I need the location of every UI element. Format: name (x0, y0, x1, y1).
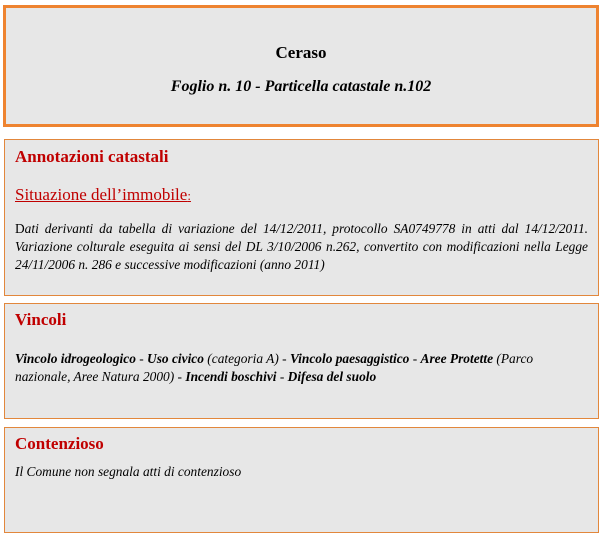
contenzioso-title: Contenzioso (15, 434, 104, 453)
header-box (3, 5, 599, 127)
annotazioni-body: ati derivanti da tabella di variazione del 14/12/2011, protocollo SA0749778 in atti dal 14/12/2011. Variazione colturale eseguita ai sensi del DL 3/10/2006 n.262, convertito con modificazioni nella Legge 24/11/2006 n. 286 e successive modificazioni (anno 2011) (15, 221, 588, 272)
situazione-label: Situazione dell’immobile (15, 185, 188, 204)
vincoli-title: Vincoli (15, 310, 67, 329)
vincolo-separator: - (135, 351, 148, 366)
annotazioni-section (4, 139, 599, 296)
contenzioso-section (4, 427, 599, 533)
vincolo-item-detail: (categoria A) (203, 351, 279, 366)
vincolo-item-bold: Difesa del suolo (287, 369, 377, 384)
vincolo-item-bold: Vincolo paesaggistico (289, 351, 410, 366)
vincoli-section (4, 303, 599, 419)
vincolo-separator: - (409, 351, 421, 366)
annotazioni-initial: D (15, 221, 25, 236)
vincolo-item-bold: Vincolo idrogeologico (15, 351, 136, 366)
vincoli-list (15, 350, 568, 386)
vincolo-separator: - (278, 351, 290, 366)
vincolo-item-bold: Aree Protette (420, 351, 494, 366)
annotazioni-text (15, 220, 588, 274)
vincolo-item-bold: Uso civico (147, 351, 204, 366)
vincolo-separator: - (276, 369, 288, 384)
situazione-colon: : (187, 188, 191, 203)
vincolo-item-detail: (Parco nazionale, Aree Natura 2000) (15, 351, 534, 384)
vincolo-item-bold: Incendi boschivi (185, 369, 277, 384)
annotazioni-title: Annotazioni catastali (15, 147, 169, 166)
page-subtitle: Foglio n. 10 - Particella catastale n.102 (170, 78, 432, 95)
vincolo-separator: - (174, 369, 186, 384)
page-title: Ceraso (275, 43, 327, 62)
contenzioso-text: Il Comune non segnala atti di contenzioso (15, 464, 242, 479)
situazione-subheading (15, 185, 191, 205)
